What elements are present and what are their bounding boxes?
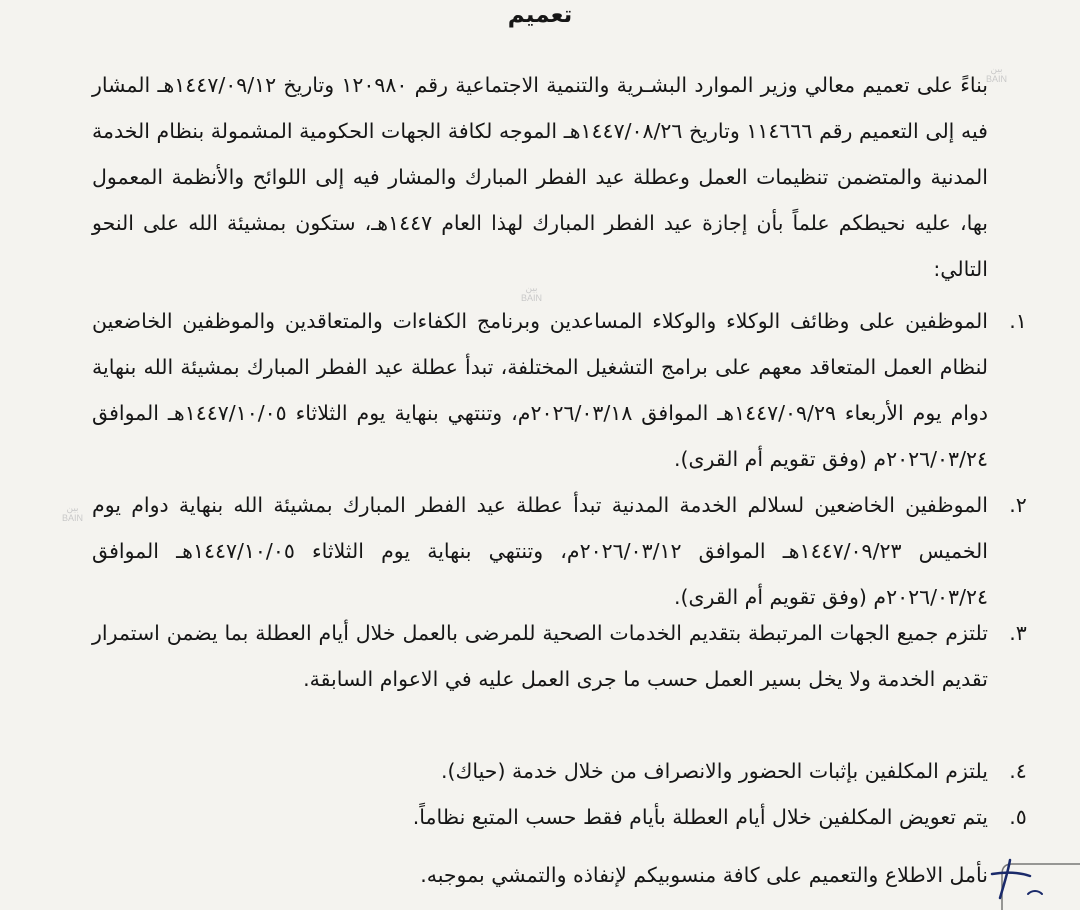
watermark-arabic: بين (66, 503, 79, 513)
list-item-text: الموظفين على وظائف الوكلاء والوكلاء المساعدين وبرنامج الكفاءات والمتعاقدين والموظفين الخاضعين لنظام العمل المتعاقد معهم على برامج التشغيل المختلفة، تبدأ عطلة عيد الفطر المبارك بمشيئة الله بنهاية دوام يوم الأربعاء ١٤٤٧/٠٩/٢٩هـ الموافق ٢٠٢٦/٠٣/١٨م، وتنتهي بنهاية يوم الثلاثاء ١٤٤٧/١٠/٠٥هـ الموافق ٢٠٢٦/٠٣/٢٤م (وفق تقويم أم القرى). (92, 309, 988, 471)
closing-line: نأمل الاطلاع والتعميم على كافة منسوبيكم لإنفاذه والتمشي بموجبه. (420, 863, 988, 887)
signature-mark (980, 850, 1070, 910)
list-item-text: يلتزم المكلفين بإثبات الحضور والانصراف من خلال خدمة (حياك). (440, 759, 988, 783)
list-item-number: ٣. (1009, 621, 1027, 645)
watermark-arabic: بين (525, 283, 538, 293)
list-item-2 (92, 482, 1027, 620)
watermark (62, 503, 83, 523)
list-item-text: يتم تعويض المكلفين خلال أيام العطلة بأيام فقط حسب المتبع نظاماً. (412, 805, 988, 829)
intro-paragraph: بناءً على تعميم معالي وزير الموارد البشـرية والتنمية الاجتماعية رقم ١٢٠٩٨٠ وتاريخ ١٤٤٧/٠٩/١٢هـ المشار فيه إلى التعميم رقم ١١٤٦٦٦ وتاريخ ١٤٤٧/٠٨/٢٦هـ الموجه لكافة الجهات الحكومية المشمولة بنظام الخدمة المدنية والمتضمن تنظيمات العمل وعطلة عيد الفطر المبارك والمشار فيه إلى اللوائح والأنظمة المعمول بها، عليه نحيطكم علماً بأن إجازة عيد الفطر المبارك لهذا العام ١٤٤٧هـ، ستكون بمشيئة الله على النحو التالي: (92, 73, 988, 281)
watermark (521, 283, 542, 303)
list-item-number: ٥. (1009, 805, 1027, 829)
document-title: تعميم (507, 2, 573, 28)
list-item-3 (92, 610, 1027, 702)
watermark-latin: BAIN (62, 513, 84, 523)
list-item-text: تلتزم جميع الجهات المرتبطة بتقديم الخدمات الصحية للمرضى بالعمل خلال أيام العطلة بما يضمن استمرار تقديم الخدمة ولا يخل بسير العمل حسب ما جرى العمل عليه في الاعوام السابقة. (92, 621, 988, 691)
list-item-number: ٢. (1009, 493, 1027, 517)
list-item-1 (92, 298, 1027, 482)
list-item-number: ١. (1009, 309, 1027, 333)
list-item-text: الموظفين الخاضعين لسلالم الخدمة المدنية تبدأ عطلة عيد الفطر المبارك بمشيئة الله بنهاية دوام يوم الخميس ١٤٤٧/٠٩/٢٣هـ الموافق ٢٠٢٦/٠٣/١٢م، وتنتهي بنهاية يوم الثلاثاء ١٤٤٧/١٠/٠٥هـ الموافق ٢٠٢٦/٠٣/٢٤م (وفق تقويم أم القرى). (92, 493, 988, 609)
list-item-number: ٤. (1009, 759, 1027, 783)
list-item-5 (92, 794, 1027, 840)
watermark-arabic: بين (990, 64, 1003, 74)
watermark (986, 64, 1007, 84)
watermark-latin: BAIN (986, 74, 1008, 84)
watermark-latin: BAIN (521, 293, 543, 303)
list-item-4 (92, 748, 1027, 794)
